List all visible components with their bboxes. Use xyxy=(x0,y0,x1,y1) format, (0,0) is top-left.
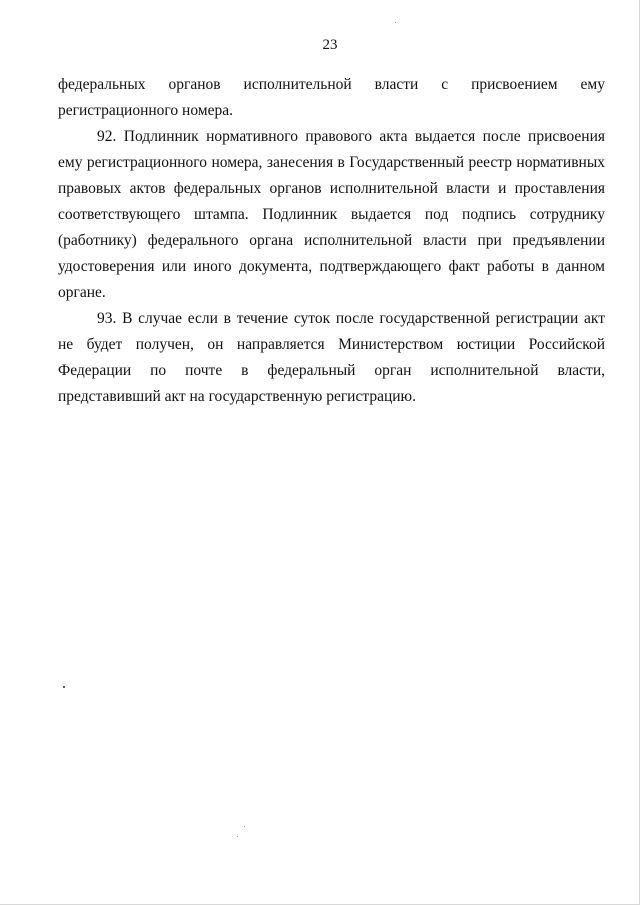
paragraph-93: 93. В случае если в течение суток после государственной регистрации акт не будет получен, он направляется Министерством юстиции Российской Федерации по почте в федеральный орган исполнительной власти, представивший акт на государственную регистрацию. xyxy=(58,310,605,405)
paragraph-92: 92. Подлинник нормативного правового акта выдается после присвоения ему регистрационного номера, занесения в Государственный реестр нормативных правовых актов федеральных органов исполнительной власти и проставления соответствующего штампа. Подлинник выдается под подпись сотруднику (работнику) федерального органа исполнительной власти при предъявлении удостоверения или иного документа, подтверждающего факт работы в данном органе. xyxy=(58,128,605,301)
scan-artifact-speck xyxy=(395,22,396,23)
document-body xyxy=(58,72,605,410)
scan-artifact-speck xyxy=(244,826,245,827)
paragraph-continuation: федеральных органов исполнительной власти с присвоением ему регистрационного номера. xyxy=(58,76,605,119)
scan-artifact-speck xyxy=(237,836,238,837)
scan-artifact-dot xyxy=(63,686,65,688)
page-number: 23 xyxy=(322,37,338,53)
